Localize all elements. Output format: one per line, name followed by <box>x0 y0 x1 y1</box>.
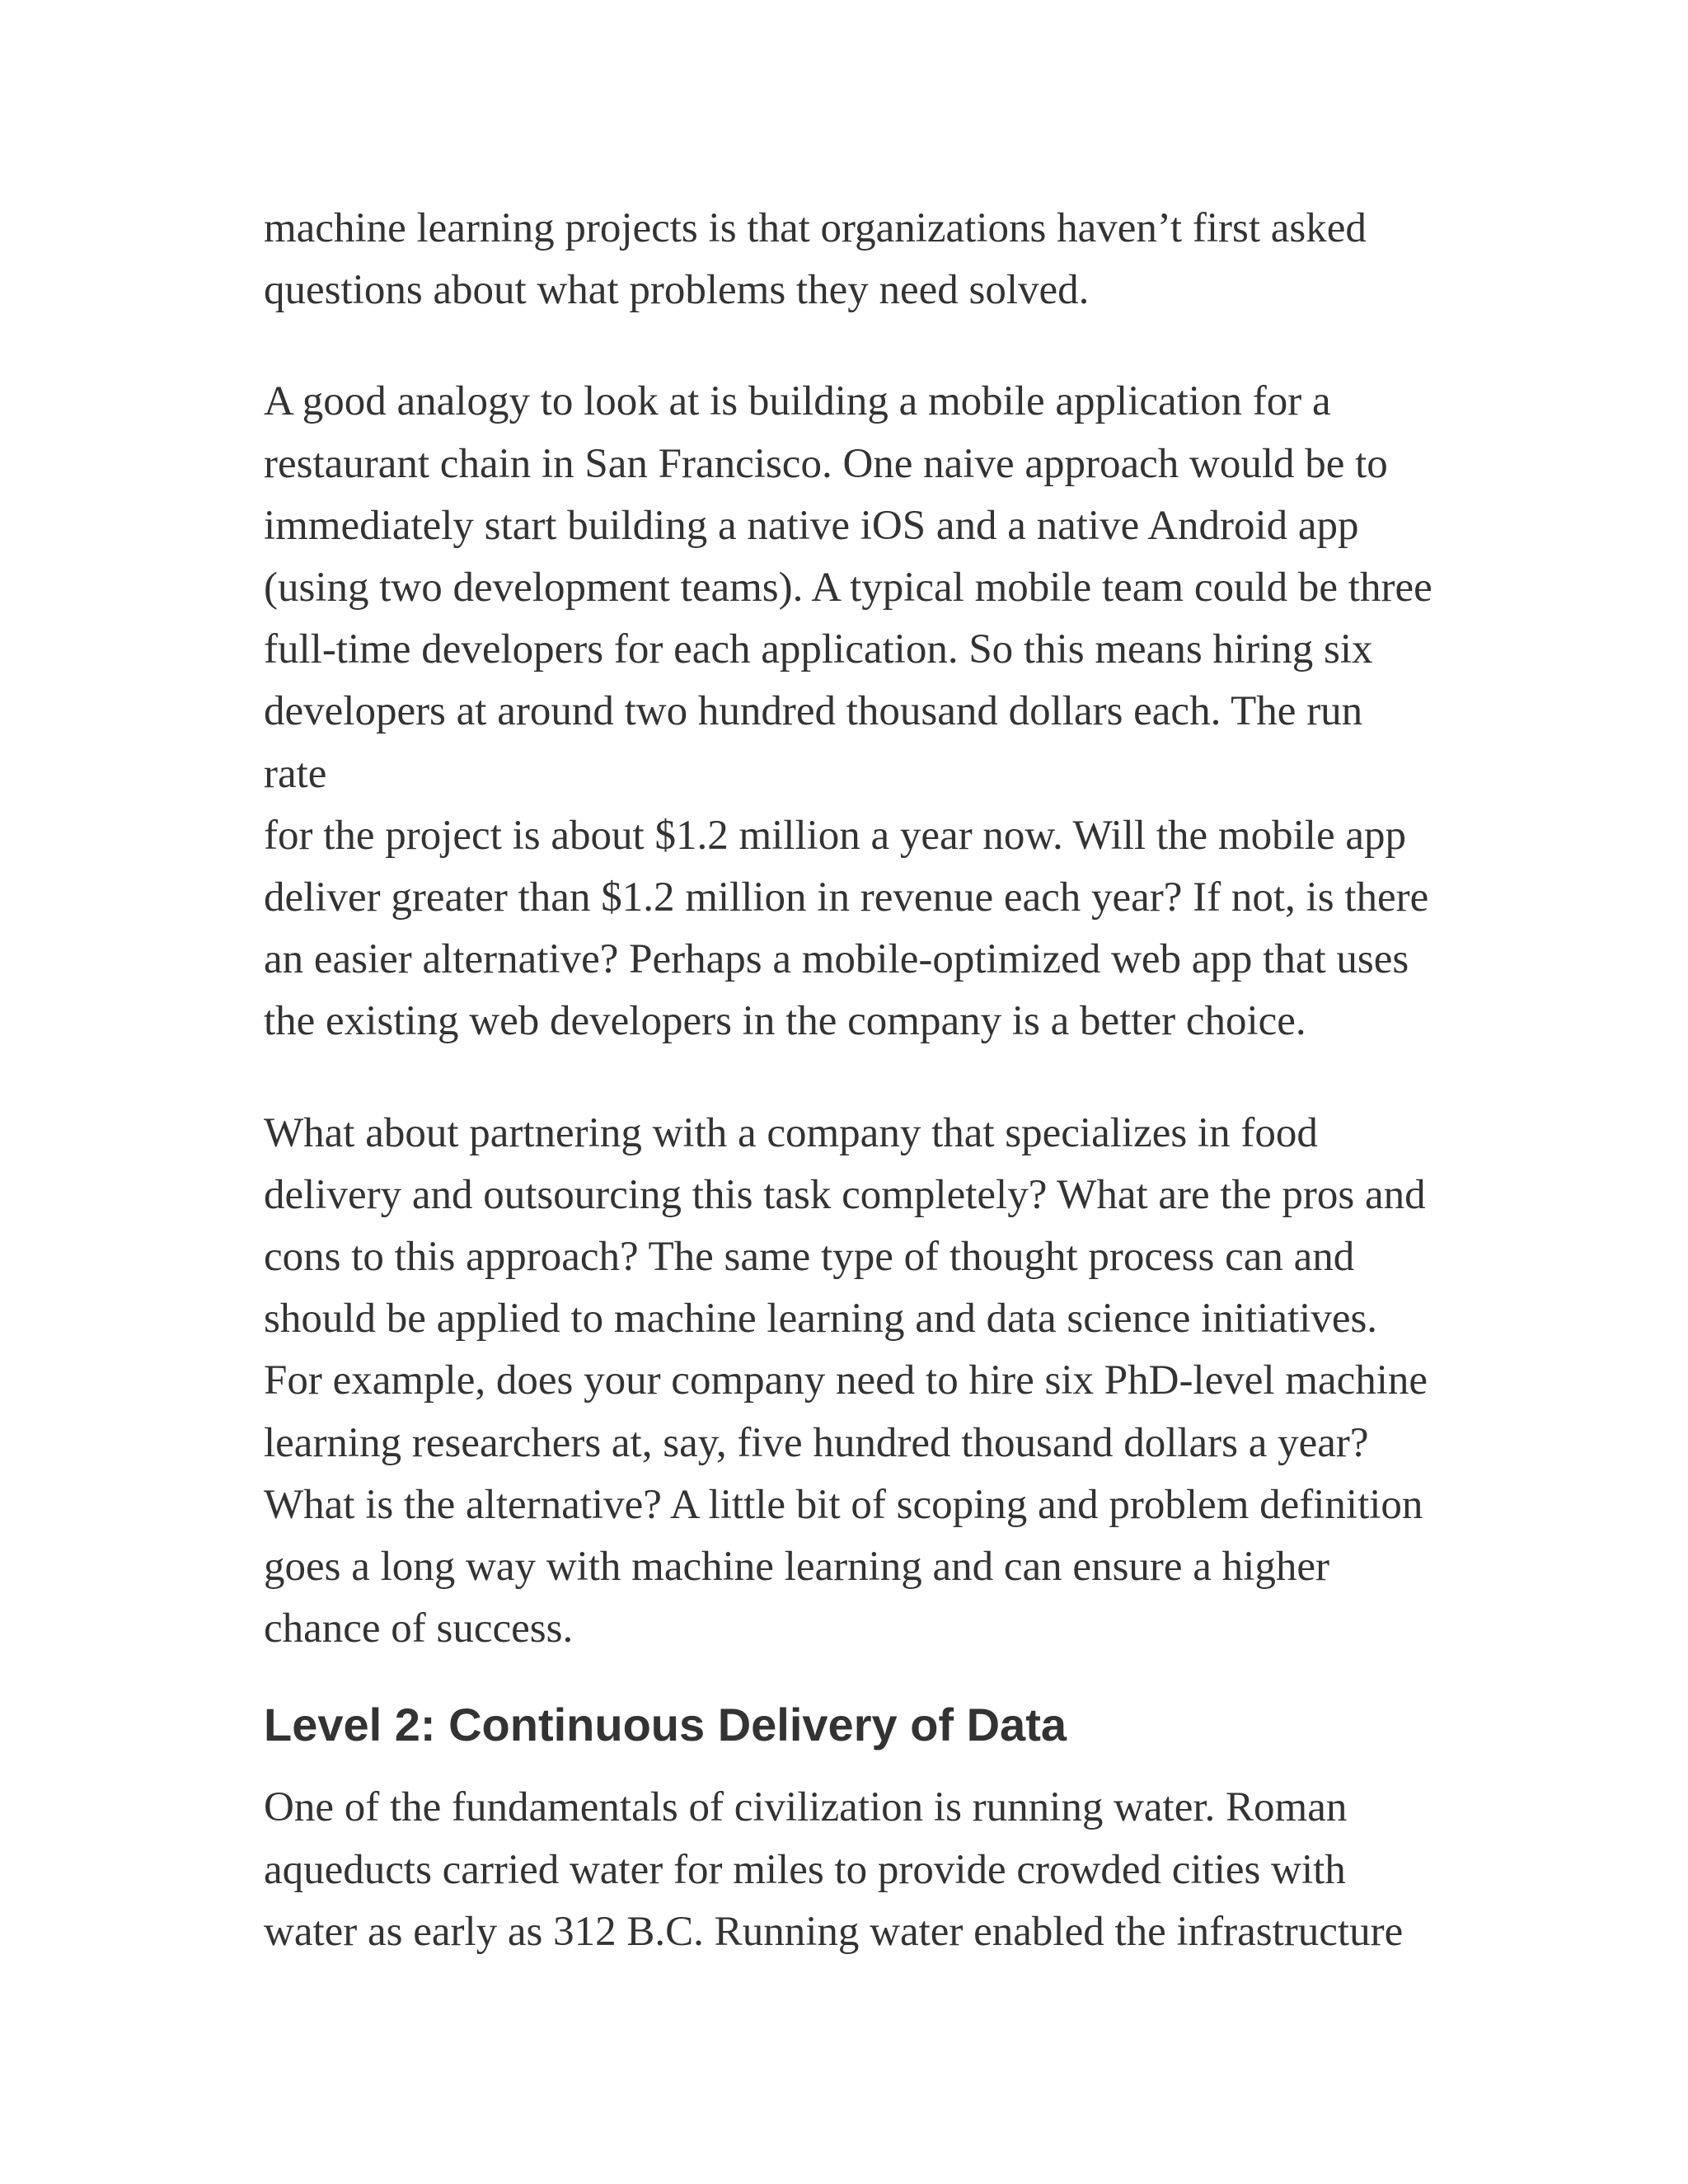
body-paragraph: What about partnering with a company that specializes in food delivery and outsourcing this task completely? What are the pros and cons to this approach? The same type of thought process can and should be applied to machine learning and data science initiatives. For example, does your company need to hire six PhD-level machine learning researchers at, say, five hundred thousand dollars a year? What is the alternative? A little bit of scoping and problem definition goes a long way with machine learning and can ensure a higher chance of success. <box>264 1109 1428 1652</box>
body-paragraph: A good analogy to look at is building a mobile application for a restaurant chain in San Francisco. One naive approach would be to immediately start building a native iOS and a native Android app (using two development teams). A typical mobile team could be three full-time developers for each application. So this means hiring six developers at around two hundred thousand dollars each. The run rate for the project is about $1.2 million a year now. Will the mobile app deliver greater than $1.2 million in revenue each year? If not, is there an easier alternative? Perhaps a mobile-optimized web app that uses the existing web developers in the company is a better choice. <box>264 378 1432 1045</box>
page-content <box>264 198 1434 1963</box>
body-paragraph: machine learning projects is that organizations haven’t first asked questions about what problems they need solved. <box>264 205 1367 314</box>
section-heading: Level 2: Continuous Delivery of Data <box>264 1699 1067 1751</box>
body-paragraph: One of the fundamentals of civilization is running water. Roman aqueducts carried water for miles to provide crowded cities with water as early as 312 B.C. Running water enabled the infrastructure <box>264 1784 1404 1955</box>
